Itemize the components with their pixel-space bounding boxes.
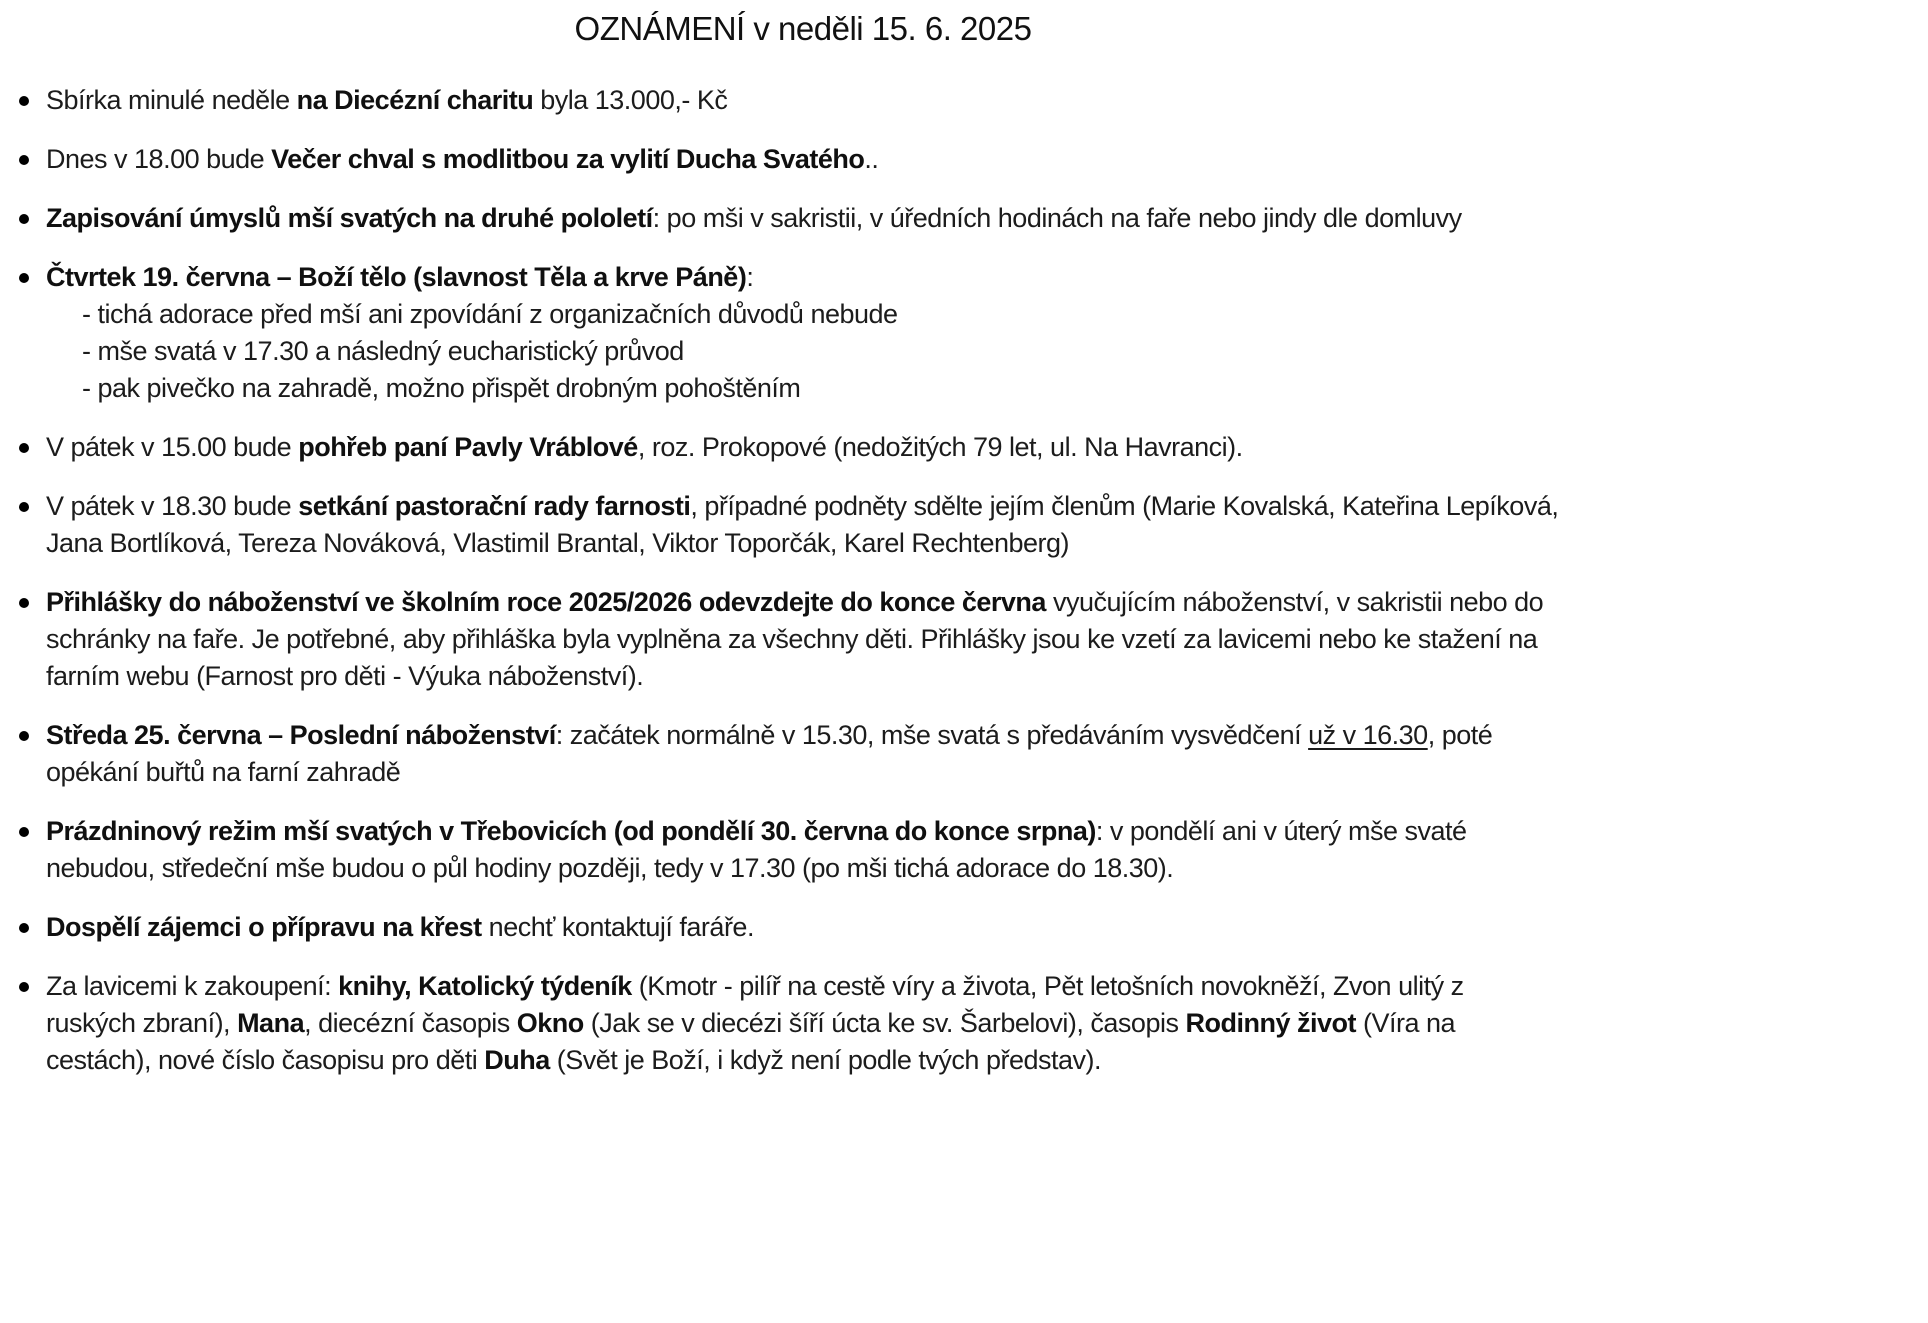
list-item	[10, 717, 1560, 791]
plain-text: nechť kontaktují faráře.	[481, 912, 754, 942]
item-text	[46, 262, 753, 292]
plain-text: Sbírka minulé neděle	[46, 85, 297, 115]
list-item	[10, 82, 1560, 119]
plain-text: , roz. Prokopové (nedožitých 79 let, ul. Na Havranci).	[637, 432, 1243, 462]
plain-text: vyučujícím náboženství, v sakristii nebo do schránky na faře. Je potřebné, aby přihláška byla vyplněna za všechny děti. Přihlášky jsou ke vzetí za lavicemi nebo ke stažení na farním webu (Farnost pro děti - Výuka náboženství).	[46, 587, 1544, 691]
plain-text: , diecézní časopis	[304, 1008, 517, 1038]
plain-text: : po mši v sakristii, v úředních hodinách na faře nebo jindy dle domluvy	[652, 203, 1462, 233]
plain-text: , případné podněty sdělte jejím členům (Marie Kovalská, Kateřina Lepíková, Jana Bortlíková, Tereza Nováková, Vlastimil Brantal, Viktor Toporčák, Karel Rechtenberg)	[46, 491, 1559, 558]
plain-text: ..	[864, 144, 879, 174]
bullet-icon	[19, 214, 29, 224]
bold-text: Okno	[516, 1008, 584, 1038]
bullet-icon	[19, 502, 29, 512]
plain-text: : v pondělí ani v úterý mše svaté nebudou, středeční mše budou o půl hodiny později, tedy v 17.30 (po mši tichá adorace do 18.30).	[46, 816, 1467, 883]
bold-text: knihy, Katolický týdeník	[338, 971, 632, 1001]
page-title: OZNÁMENÍ v neděli 15. 6. 2025	[574, 10, 1032, 47]
plain-text: , poté opékání buřtů na farní zahradě	[46, 720, 1493, 787]
plain-text: Dnes v 18.00 bude	[46, 144, 272, 174]
bullet-icon	[19, 982, 29, 992]
item-text	[46, 720, 1492, 787]
bold-text: Dospělí zájemci o přípravu na křest	[46, 912, 482, 942]
bold-text: Večer chval s modlitbou za vylití Ducha Svatého	[271, 144, 865, 174]
bold-text: pohřeb paní Pavly Vráblové	[298, 432, 638, 462]
plain-text: :	[746, 262, 754, 292]
plain-text: byla 13.000,- Kč	[533, 85, 728, 115]
bold-text: na Diecézní charitu	[296, 85, 534, 115]
item-text	[46, 816, 1467, 883]
bullet-icon	[19, 443, 29, 453]
bold-text: Čtvrtek 19. června – Boží tělo (slavnost Těla a krve Páně)	[46, 262, 747, 292]
bold-text: Duha	[484, 1045, 550, 1075]
item-text	[46, 491, 1558, 558]
item-text	[46, 912, 754, 942]
list-item	[10, 813, 1560, 887]
list-item	[10, 909, 1560, 946]
sub-item: - tichá adorace před mší ani zpovídání z organizačních důvodů nebude	[82, 299, 898, 329]
plain-text: (Kmotr - pilíř na cestě víry a života, Pět letošních novokněží, Zvon ulitý z ruských zbraní),	[46, 971, 1464, 1038]
sub-item: - pak pivečko na zahradě, možno přispět drobným pohoštěním	[82, 373, 801, 403]
item-text	[46, 203, 1462, 233]
announcement-list	[10, 82, 1560, 1079]
plain-text: V pátek v 18.30 bude	[46, 491, 299, 521]
underlined-text: už v 16.30	[1308, 720, 1428, 750]
plain-text: Za lavicemi k zakoupení:	[46, 971, 339, 1001]
list-item	[10, 259, 1560, 407]
sub-item: - mše svatá v 17.30 a následný eucharistický průvod	[82, 336, 684, 366]
plain-text: V pátek v 15.00 bude	[46, 432, 299, 462]
plain-text: (Jak se v diecézi šíří úcta ke sv. Šarbelovi), časopis	[583, 1008, 1186, 1038]
list-item	[10, 429, 1560, 466]
plain-text: (Svět je Boží, i když není podle tvých představ).	[549, 1045, 1102, 1075]
list-item	[10, 141, 1560, 178]
bullet-icon	[19, 731, 29, 741]
bold-text: setkání pastorační rady farnosti	[298, 491, 691, 521]
bullet-icon	[19, 96, 29, 106]
list-item	[10, 584, 1560, 695]
item-text	[46, 144, 878, 174]
bold-text: Středa 25. června – Poslední náboženství	[46, 720, 556, 750]
bold-text: Zapisování úmyslů mší svatých na druhé pololetí	[46, 203, 653, 233]
bold-text: Mana	[237, 1008, 305, 1038]
list-item	[10, 968, 1560, 1079]
plain-text: : začátek normálně v 15.30, mše svatá s předáváním vysvědčení	[555, 720, 1309, 750]
item-text	[46, 587, 1543, 691]
item-text	[46, 432, 1243, 462]
bullet-icon	[19, 155, 29, 165]
bullet-icon	[19, 273, 29, 283]
bold-text: Přihlášky do náboženství ve školním roce 2025/2026 odevzdejte do konce června	[46, 587, 1046, 617]
list-item	[10, 200, 1560, 237]
bullet-icon	[19, 598, 29, 608]
item-text	[46, 971, 1464, 1075]
bold-text: Prázdninový režim mší svatých v Třebovicích (od pondělí 30. června do konce srpna)	[46, 816, 1096, 846]
bullet-icon	[19, 827, 29, 837]
item-text	[46, 85, 727, 115]
bullet-icon	[19, 923, 29, 933]
plain-text: (Víra na cestách), nové číslo časopisu pro děti	[46, 1008, 1456, 1075]
list-item	[10, 488, 1560, 562]
bold-text: Rodinný život	[1185, 1008, 1356, 1038]
